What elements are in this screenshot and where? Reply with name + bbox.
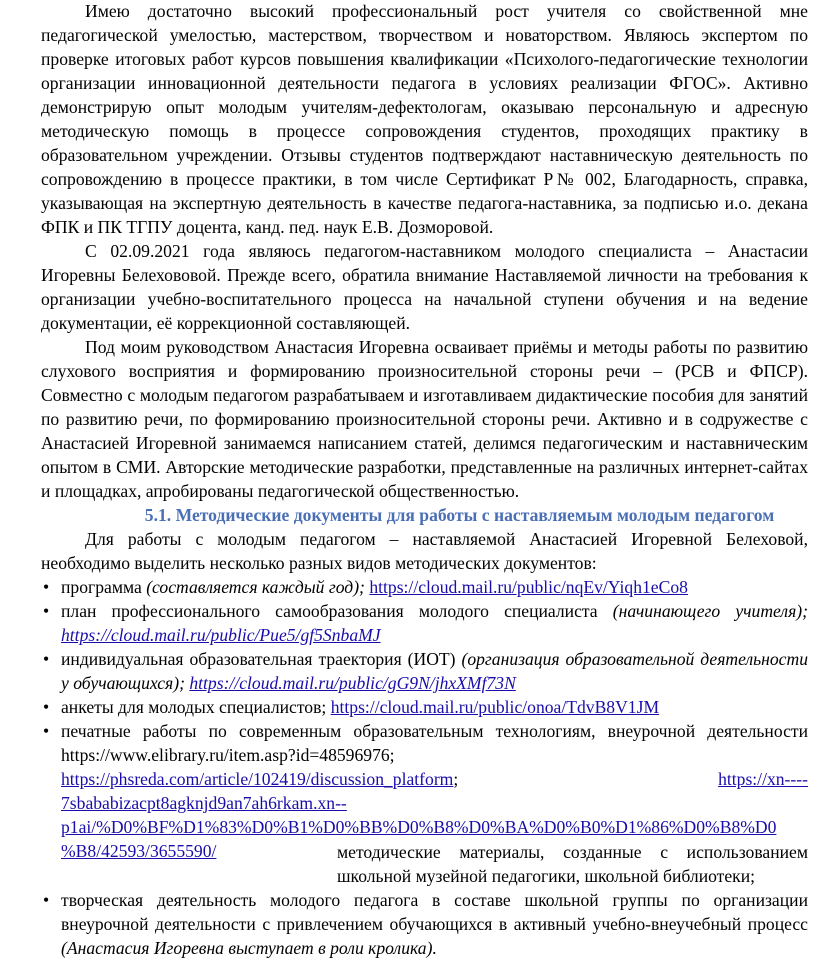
document-list-continued — [41, 888, 808, 960]
paragraph-intro: Для работы с молодым педагогом – наставляемой Анастасией Игоревной Белеховой, необходимо выделить несколько разных видов методических документов: — [41, 529, 808, 573]
paragraph-museum-materials: методические материалы, созданные с использованием школьной музейной педагогики, школьной библиотеки; — [337, 842, 808, 886]
bullet-icon: • — [43, 649, 50, 669]
link-phsreda[interactable]: https://phsreda.com/article/102419/discussion_platform — [61, 769, 454, 789]
bullet-icon: • — [43, 890, 50, 910]
bullet-icon: • — [43, 697, 50, 717]
list-item: • программа (составляется каждый год); https://cloud.mail.ru/public/nqEv/Yiqh1eCo8 — [43, 577, 688, 597]
bullet-icon: • — [43, 721, 50, 741]
bullet-icon: • — [43, 601, 50, 621]
link-xn-line2[interactable]: 7sbababizacpt8agknjd9an7ah6rkam.xn-- — [61, 793, 347, 813]
list-item: • творческая деятельность молодого педагога в составе школьной группы по организации внеурочной деятельности с привлечением обучающихся в активный учебно-внеучебный процесс (Анастасия Игоревна выступает в роли кролика). — [43, 890, 808, 958]
link-program[interactable]: https://cloud.mail.ru/public/nqEv/Yiqh1eCo8 — [369, 577, 688, 597]
link-iot[interactable]: https://cloud.mail.ru/public/gG9N/jhxXMf73N — [189, 673, 516, 693]
bullet-icon: • — [43, 577, 50, 597]
section-heading: 5.1. Методические документы для работы с наставляемым молодым педагогом — [144, 505, 775, 525]
link-xn-line3[interactable]: p1ai/%D0%BF%D1%83%D0%B1%D0%BB%D0%B8%D0%BA%D0%B0%D1%86%D0%B8%D0 — [61, 817, 777, 837]
list-item: • план профессионального самообразования молодого специалиста (начинающего учителя); https://cloud.mail.ru/public/Pue5/gf5SnbaMJ — [43, 601, 808, 645]
paragraph-guidance: Под моим руководством Анастасия Игоревна осваивает приёмы и методы работы по развитию слухового восприятия и формированию произносительной стороны речи – (РСВ и ФПСР). Совместно с молодым педагогом разрабатываем и изготавливаем дидактические пособия для занятий по развитию речи, по формированию произносительной стороны речи. Активно и в содружестве с Анастасией Игоревной занимаемся написанием статей, делимся педагогическим и наставническим опытом в СМИ. Авторские методические разработки, представленные на различных интернет-сайтах и площадках, апробированы педагогической общественностью. — [41, 337, 808, 501]
links-block: https://phsreda.com/article/102419/discussion_platform; https://xn---- 7sbababizacpt8agknjd9an7ah6rkam.xn-- p1ai/%D0%BF%D1%83%D0%B1%D0%BB%D0%B8%D0%BA%D0%B0%D1%86%D0%B8%D0 %B8/42593/3655590/ — [61, 769, 808, 861]
elibrary-link-text: https://www.elibrary.ru/item.asp?id=48596976; — [61, 745, 395, 765]
list-item: • печатные работы по современным образовательным технологиям, внеурочной деятельности https://www.elibrary.ru/item.asp?id=48596976; — [43, 721, 808, 765]
list-item: • индивидуальная образовательная траектория (ИОТ) (организация образовательной деятельности у обучающихся); https://cloud.mail.ru/public/gG9N/jhxXMf73N — [43, 649, 808, 693]
paragraph-expertise: Имею достаточно высокий профессиональный рост учителя со свойственной мне педагогической умелостью, мастерством, творчеством и новаторством. Являюсь экспертом по проверке итоговых работ курсов повышения квалификации «Психолого-педагогические технологии организации инновационной деятельности педагога в условиях реализации ФГОС». Активно демонстрирую опыт молодым учителям-дефектологам, оказываю персональную и адресную методическую помощь в процессе сопровождения студентов, проходящих практику в образовательном учреждении. Отзывы студентов подтверждают наставническую деятельность по сопровождению в процессе практики, в том числе Сертификат Р№ 002, Благодарность, справка, указывающая на экспертную деятельность в качестве педагога-наставника, за подписью и.о. декана ФПК и ПК ТГПУ доцента, канд. пед. наук Е.В. Дозморовой. — [41, 1, 808, 237]
paragraph-mentorship-start: С 02.09.2021 года являюсь педагогом-наставником молодого специалиста – Анастасии Игоревны Белехововой. Прежде всего, обратила внимание Наставляемой личности на требования к организации учебно-воспитательного процесса на начальной ступени обучения и на ведение документации, её коррекционной составляющей. — [41, 241, 808, 333]
link-questionnaires[interactable]: https://cloud.mail.ru/public/onoa/TdvB8V1JM — [330, 697, 660, 717]
document-list — [41, 575, 808, 767]
link-xn-start[interactable]: https://xn---- — [718, 769, 808, 789]
list-item: • анкеты для молодых специалистов; https://cloud.mail.ru/public/onoa/TdvB8V1JM — [43, 697, 660, 717]
link-self-education-plan[interactable]: https://cloud.mail.ru/public/Pue5/gf5SnbaMJ — [61, 625, 381, 645]
link-xn-line4[interactable]: %B8/42593/3655590/ — [61, 841, 217, 861]
